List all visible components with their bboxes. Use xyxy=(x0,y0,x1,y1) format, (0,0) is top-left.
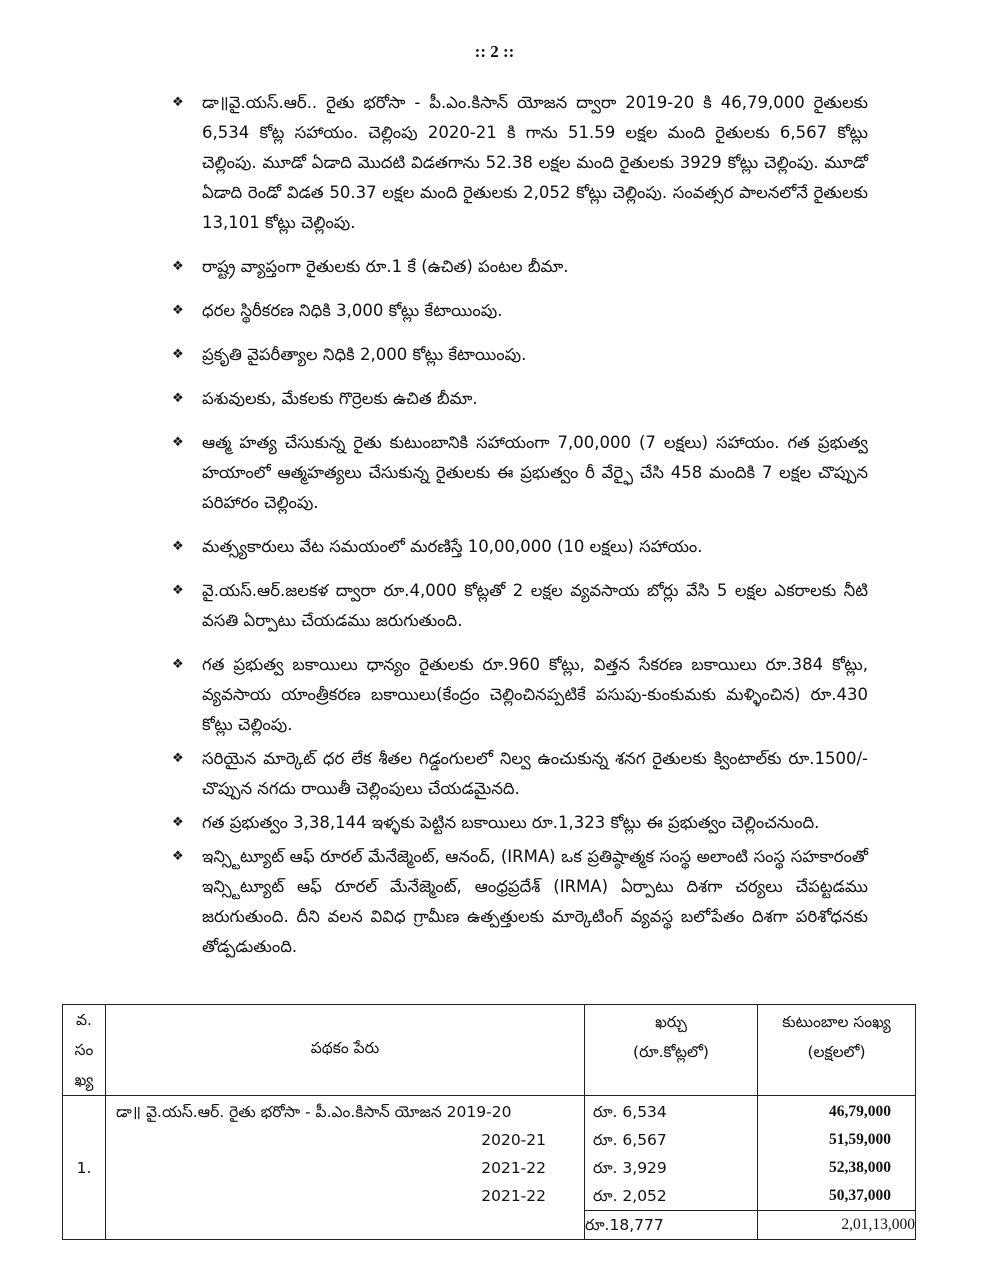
bullet-text: ధరల స్థిరీకరణ నిధికి 3,000 కోట్లు కేటాయింపు. xyxy=(202,301,503,320)
bullet-list xyxy=(168,88,868,962)
bullet-text: ప్రకృతి వైపరీత్యాల నిధికి 2,000 కోట్లు కేటాయింపు. xyxy=(202,345,527,364)
bullet-item xyxy=(168,808,868,838)
cost-value: రూ. 6,534 xyxy=(593,1103,667,1121)
bullet-text: మత్స్యకారులు వేట సమయంలో మరణిస్తే 10,00,000 (10 లక్షలు) సహాయం. xyxy=(202,537,703,556)
scheme-year: 2021-22 xyxy=(481,1159,546,1177)
page-number: :: 2 :: xyxy=(474,42,515,61)
scheme-year: 2021-22 xyxy=(481,1187,546,1205)
cost-cell xyxy=(585,1096,758,1211)
families-value: 52,38,000 xyxy=(829,1159,891,1176)
total-families: 2,01,13,000 xyxy=(758,1211,916,1240)
diamond-bullet-icon: ❖ xyxy=(172,347,184,362)
diamond-bullet-icon: ❖ xyxy=(172,657,184,672)
bullet-item xyxy=(168,532,868,562)
diamond-bullet-icon: ❖ xyxy=(172,849,184,864)
bullet-item xyxy=(168,384,868,414)
scheme-title: డా॥ వై.యస్.ఆర్. రైతు భరోసా - పీ.ఎం.కిసాన్ యోజన 2019-20 xyxy=(116,1103,512,1121)
bullet-item xyxy=(168,842,868,962)
diamond-bullet-icon: ❖ xyxy=(172,95,184,110)
diamond-bullet-icon: ❖ xyxy=(172,303,184,318)
bullet-item xyxy=(168,252,868,282)
bullet-text: రాష్ట్ర వ్యాప్తంగా రైతులకు రూ.1 కే (ఉచిత) పంటల బీమా. xyxy=(202,257,569,276)
bullet-item xyxy=(168,576,868,636)
scheme-table xyxy=(62,1004,916,1240)
bullet-text: సరియైన మార్కెట్ ధర లేక శీతల గిడ్డంగులలో నిల్వ ఉంచుకున్న శనగ రైతులకు క్వింటాల్‌కు రూ.1500/- చొప్పున నగదు రాయితీ చెల్లింపులు చేయడమైనది. xyxy=(202,749,868,798)
cost-value: రూ. 3,929 xyxy=(593,1159,667,1177)
bullet-text: ఇన్స్టిట్యూట్ ఆఫ్ రూరల్ మేనేజ్మెంట్, ఆనంద్, (IRMA) ఒక ప్రతిష్ఠాత్మక సంస్థ అలాంటి సంస్థ సహకారంతో ఇన్స్టిట్యూట్ ఆఫ్ రూరల్ మేనేజ్మెంట్, ఆంధ్రప్రదేశ్ (IRMA) ఏర్పాటు దిశగా చర్యలు చేపట్టడము జరుగుతుంది. దీని వలన వివిధ గ్రామీణ ఉత్పత్తులకు మార్కెటింగ్ వ్యవస్థ బలోపేతం దిశగా పరిశోధనకు తోడ్పడుతుంది. xyxy=(202,847,868,956)
scheme-name-cell xyxy=(106,1096,585,1240)
table-header-row xyxy=(63,1005,916,1096)
diamond-bullet-icon: ❖ xyxy=(172,259,184,274)
diamond-bullet-icon: ❖ xyxy=(172,815,184,830)
scheme-year: 2020-21 xyxy=(481,1131,546,1149)
bullet-item xyxy=(168,428,868,518)
families-cell xyxy=(758,1096,916,1211)
diamond-bullet-icon: ❖ xyxy=(172,583,184,598)
families-header: కుటుంబాల సంఖ్య (లక్షలలో) xyxy=(758,1005,916,1096)
families-value: 46,79,000 xyxy=(829,1103,891,1120)
total-amount: రూ.18,777 xyxy=(585,1211,758,1240)
bullet-text: వై.యస్.ఆర్.జలకళ ద్వారా రూ.4,000 కోట్లతో 2 లక్షల వ్యవసాయ బోర్లు వేసి 5 లక్షల ఎకరాలకు నీటి వసతి ఏర్పాటు చేయడము జరుగుతుంది. xyxy=(202,581,868,630)
bullet-item xyxy=(168,650,868,740)
families-value: 51,59,000 xyxy=(829,1131,891,1148)
diamond-bullet-icon: ❖ xyxy=(172,435,184,450)
cost-value: రూ. 6,567 xyxy=(593,1131,667,1149)
bullet-item xyxy=(168,744,868,804)
row-sno: 1. xyxy=(63,1096,106,1240)
bullet-text: గత ప్రభుత్వం 3,38,144 ఇళ్ళకు పెట్టిన బకాయిలు రూ.1,323 కోట్లు ఈ ప్రభుత్వం చెల్లించనుంది. xyxy=(202,813,820,832)
families-value: 50,37,000 xyxy=(829,1187,891,1204)
bullet-item xyxy=(168,340,868,370)
bullet-text: గత ప్రభుత్వ బకాయిలు ధాన్యం రైతులకు రూ.960 కోట్లు, విత్తన సేకరణ బకాయిలు రూ.384 కోట్లు, వ్యవసాయ యాంత్రీకరణ బకాయిలు(కేంద్రం చెల్లించినప్పటికే పసుపు-కుంకుమకు మళ్ళించిన) రూ.430 కోట్లు చెల్లింపు. xyxy=(202,655,868,734)
bullet-text: డా॥వై.యస్.ఆర్.. రైతు భరోసా - పీ.ఎం.కిసాన్ యోజన ద్వారా 2019-20 కి 46,79,000 రైతులకు 6,534 కోట్ల సహాయం. చెల్లింపు 2020-21 కి గాను 51.59 లక్షల మంది రైతులకు 6,567 కోట్లు చెల్లింపు. మూడో ఏడాది మొదటి విడతగాను 52.38 లక్షల మంది రైతులకు 3929 కోట్లు చెల్లింపు. మూడో ఏడాది రెండో విడత 50.37 లక్షల మంది రైతులకు 2,052 కోట్లు చెల్లింపు. సంవత్సర పాలనలోనే రైతులకు 13,101 కోట్లు చెల్లింపు. xyxy=(202,93,868,232)
diamond-bullet-icon: ❖ xyxy=(172,539,184,554)
bullet-item xyxy=(168,296,868,326)
cost-value: రూ. 2,052 xyxy=(593,1187,667,1205)
diamond-bullet-icon: ❖ xyxy=(172,751,184,766)
scheme-name-header: పథకం పేరు xyxy=(106,1005,585,1096)
bullet-text: ఆత్మ హత్య చేసుకున్న రైతు కుటుంబానికి సహాయంగా 7,00,000 (7 లక్షలు) సహాయం. గత ప్రభుత్వ హయాంలో ఆత్మహత్యలు చేసుకున్న రైతులకు ఈ ప్రభుత్వం రీ వేర్ఫై చేసి 458 మందికి 7 లక్షల చొప్పున పరిహారం చెల్లింపు. xyxy=(202,433,868,512)
bullet-text: పశువులకు, మేకలకు గొర్రెలకు ఉచిత బీమా. xyxy=(202,389,478,408)
diamond-bullet-icon: ❖ xyxy=(172,391,184,406)
bullet-item xyxy=(168,88,868,238)
cost-header: ఖర్చు (రూ.కోట్లలో) xyxy=(585,1005,758,1096)
sno-header: వ. సం ఖ్య xyxy=(63,1005,106,1096)
table-row xyxy=(63,1096,916,1211)
